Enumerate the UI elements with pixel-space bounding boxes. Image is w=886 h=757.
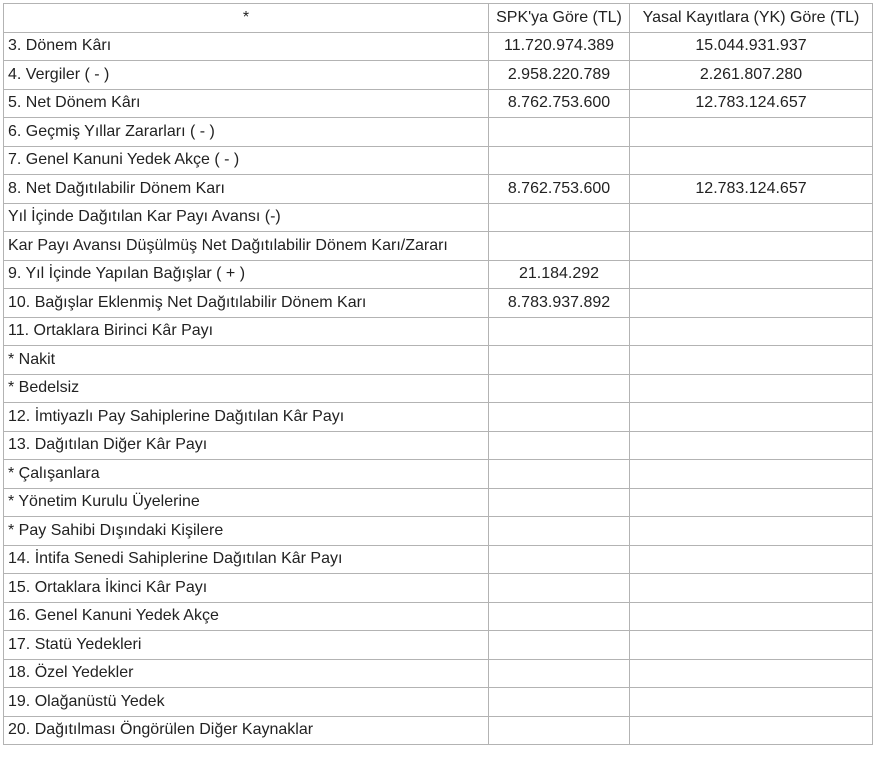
row-label-cell: 9. Yıl İçinde Yapılan Bağışlar ( + ) [4, 260, 489, 289]
yk-value-cell [630, 602, 873, 631]
table-row [4, 631, 873, 660]
yk-value-cell [630, 488, 873, 517]
table-row [4, 32, 873, 61]
spk-value-cell [489, 317, 630, 346]
yk-value-cell [630, 232, 873, 261]
row-label-cell: 3. Dönem Kârı [4, 32, 489, 61]
row-label-cell: * Yönetim Kurulu Üyelerine [4, 488, 489, 517]
spk-value-cell [489, 659, 630, 688]
yk-value-cell [630, 146, 873, 175]
row-label-cell: 12. İmtiyazlı Pay Sahiplerine Dağıtılan Kâr Payı [4, 403, 489, 432]
table-row [4, 602, 873, 631]
table-row [4, 317, 873, 346]
row-label-cell: 13. Dağıtılan Diğer Kâr Payı [4, 431, 489, 460]
table-row [4, 175, 873, 204]
table-row [4, 260, 873, 289]
table-row [4, 89, 873, 118]
table-row [4, 403, 873, 432]
yk-value-cell: 15.044.931.937 [630, 32, 873, 61]
yk-value-cell [630, 688, 873, 717]
yk-value-cell [630, 317, 873, 346]
row-label-cell: 18. Özel Yedekler [4, 659, 489, 688]
table-row [4, 118, 873, 147]
spk-value-cell [489, 346, 630, 375]
table-row [4, 346, 873, 375]
table-row [4, 688, 873, 717]
yk-value-cell [630, 403, 873, 432]
row-label-cell: 20. Dağıtılması Öngörülen Diğer Kaynaklar [4, 716, 489, 745]
table-row [4, 716, 873, 745]
spk-value-cell [489, 517, 630, 546]
profit-distribution-table [3, 3, 873, 745]
spk-value-cell [489, 688, 630, 717]
row-label-cell: Yıl İçinde Dağıtılan Kar Payı Avansı (-) [4, 203, 489, 232]
row-label-cell: 5. Net Dönem Kârı [4, 89, 489, 118]
yk-value-cell: 12.783.124.657 [630, 89, 873, 118]
table-row [4, 289, 873, 318]
yk-value-cell: 2.261.807.280 [630, 61, 873, 90]
spk-value-cell: 8.783.937.892 [489, 289, 630, 318]
table-row [4, 374, 873, 403]
row-label-cell: 16. Genel Kanuni Yedek Akçe [4, 602, 489, 631]
spk-value-cell: 8.762.753.600 [489, 175, 630, 204]
yk-value-cell: 12.783.124.657 [630, 175, 873, 204]
yk-value-cell [630, 374, 873, 403]
yk-value-cell [630, 545, 873, 574]
spk-value-cell [489, 232, 630, 261]
row-label-cell: * Çalışanlara [4, 460, 489, 489]
table-row [4, 431, 873, 460]
table-row [4, 488, 873, 517]
table-row [4, 232, 873, 261]
yk-value-cell [630, 346, 873, 375]
yk-value-cell [630, 260, 873, 289]
yk-value-cell [630, 460, 873, 489]
spk-value-cell: 21.184.292 [489, 260, 630, 289]
row-label-cell: 14. İntifa Senedi Sahiplerine Dağıtılan Kâr Payı [4, 545, 489, 574]
spk-value-cell [489, 403, 630, 432]
yk-value-cell [630, 118, 873, 147]
table-row [4, 460, 873, 489]
spk-value-cell [489, 631, 630, 660]
row-label-cell: 6. Geçmiş Yıllar Zararları ( - ) [4, 118, 489, 147]
spk-value-cell [489, 574, 630, 603]
table-row [4, 517, 873, 546]
row-label-cell: 17. Statü Yedekleri [4, 631, 489, 660]
spk-value-cell: 2.958.220.789 [489, 61, 630, 90]
table-row [4, 545, 873, 574]
yk-value-cell [630, 203, 873, 232]
table-body [4, 32, 873, 745]
header-yk-column: Yasal Kayıtlara (YK) Göre (TL) [630, 4, 873, 33]
row-label-cell: 7. Genel Kanuni Yedek Akçe ( - ) [4, 146, 489, 175]
profit-distribution-table-container [3, 3, 873, 745]
spk-value-cell [489, 545, 630, 574]
row-label-cell: 10. Bağışlar Eklenmiş Net Dağıtılabilir Dönem Karı [4, 289, 489, 318]
spk-value-cell [489, 203, 630, 232]
row-label-cell: 4. Vergiler ( - ) [4, 61, 489, 90]
yk-value-cell [630, 574, 873, 603]
yk-value-cell [630, 659, 873, 688]
yk-value-cell [630, 517, 873, 546]
table-row [4, 659, 873, 688]
spk-value-cell: 11.720.974.389 [489, 32, 630, 61]
spk-value-cell [489, 118, 630, 147]
row-label-cell: * Pay Sahibi Dışındaki Kişilere [4, 517, 489, 546]
spk-value-cell [489, 716, 630, 745]
row-label-cell: 19. Olağanüstü Yedek [4, 688, 489, 717]
table-row [4, 146, 873, 175]
row-label-cell: 8. Net Dağıtılabilir Dönem Karı [4, 175, 489, 204]
spk-value-cell: 8.762.753.600 [489, 89, 630, 118]
spk-value-cell [489, 488, 630, 517]
table-header-row [4, 4, 873, 33]
spk-value-cell [489, 602, 630, 631]
spk-value-cell [489, 431, 630, 460]
row-label-cell: * Nakit [4, 346, 489, 375]
row-label-cell: Kar Payı Avansı Düşülmüş Net Dağıtılabilir Dönem Karı/Zararı [4, 232, 489, 261]
spk-value-cell [489, 374, 630, 403]
row-label-cell: 11. Ortaklara Birinci Kâr Payı [4, 317, 489, 346]
yk-value-cell [630, 431, 873, 460]
yk-value-cell [630, 631, 873, 660]
header-spk-column: SPK'ya Göre (TL) [489, 4, 630, 33]
row-label-cell: * Bedelsiz [4, 374, 489, 403]
table-row [4, 61, 873, 90]
row-label-cell: 15. Ortaklara İkinci Kâr Payı [4, 574, 489, 603]
yk-value-cell [630, 289, 873, 318]
spk-value-cell [489, 146, 630, 175]
table-row [4, 203, 873, 232]
spk-value-cell [489, 460, 630, 489]
header-item-column: * [4, 4, 489, 33]
table-row [4, 574, 873, 603]
yk-value-cell [630, 716, 873, 745]
